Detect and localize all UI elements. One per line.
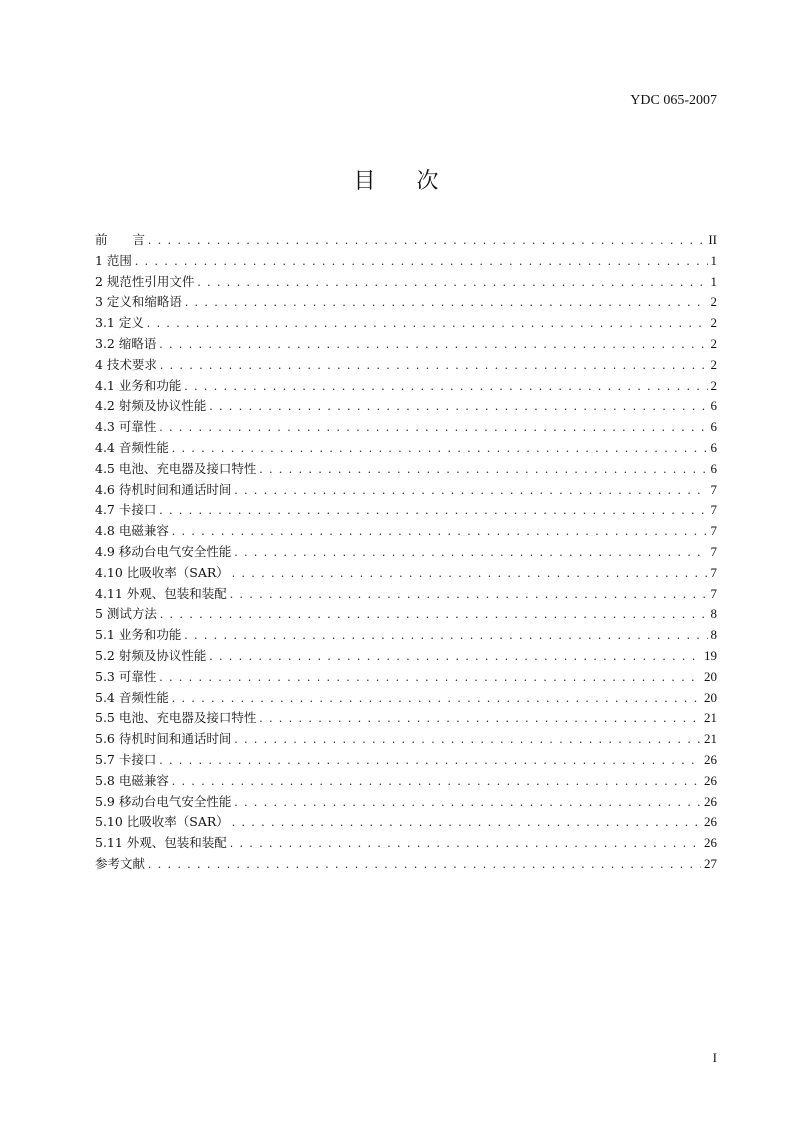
toc-entry[interactable] [95,646,717,667]
dot-leader [184,625,707,646]
toc-entry-page: 6 [710,460,717,476]
dot-leader [147,313,708,334]
dot-leader [209,396,707,417]
toc-entry[interactable] [95,500,717,521]
toc-entry[interactable] [95,750,717,771]
toc-entry-page: II [708,232,717,247]
toc-entry[interactable] [95,854,717,875]
toc-entry-label: 4.6 待机时间和通话时间 [95,481,232,497]
toc-entry-page: 26 [704,793,717,809]
toc-entry[interactable] [95,833,717,854]
toc-entry[interactable] [95,292,717,313]
dot-leader [148,230,705,251]
toc-entry[interactable] [95,771,717,792]
dot-leader [234,729,701,750]
toc-entry[interactable] [95,272,717,293]
toc-entry[interactable] [95,667,717,688]
toc-entry-label: 5.11 外观、包装和装配 [95,835,227,851]
dot-leader [159,417,707,438]
toc-entry-label: 5.6 待机时间和通话时间 [95,731,232,747]
toc-title [0,164,793,195]
dot-leader [259,708,701,729]
toc-entry-label: 5.2 射频及协议性能 [95,647,207,663]
toc-entry[interactable] [95,688,717,709]
toc-title-char-1: 目 [353,169,377,194]
toc-entry-page: 7 [710,502,717,518]
toc-entry-label: 参考文献 [95,855,146,871]
toc-entry-page: 20 [704,689,717,705]
toc-entry-label: 1 范围 [95,252,132,268]
dot-leader [259,459,707,480]
toc-entry-label: 5.7 卡接口 [95,751,157,767]
toc-entry-label: 4.1 业务和功能 [95,377,182,393]
toc-entry[interactable] [95,313,717,334]
toc-entry[interactable] [95,542,717,563]
dot-leader [159,750,701,771]
toc-entry-page: 1 [710,273,717,289]
dot-leader [234,792,701,813]
toc-entry-label: 3.1 定义 [95,315,144,331]
toc-entry-label: 3.2 缩略语 [95,335,157,351]
toc-entry-page: 1 [710,252,717,268]
toc-entry[interactable] [95,625,717,646]
toc-entry-label: 5.1 业务和功能 [95,627,182,643]
toc-entry-page: 2 [710,294,717,310]
dot-leader [232,812,701,833]
toc-entry[interactable] [95,708,717,729]
dot-leader [160,355,708,376]
toc-entry-label: 4.2 射频及协议性能 [95,398,207,414]
toc-entry-label: 5.5 电池、充电器及接口特性 [95,710,257,726]
toc-entry-label: 4.4 音频性能 [95,439,169,455]
dot-leader [234,542,707,563]
toc-entry[interactable] [95,355,717,376]
toc-entry[interactable] [95,334,717,355]
dot-leader [197,272,707,293]
toc-entry-label: 5.8 电磁兼容 [95,772,169,788]
dot-leader [232,563,708,584]
dot-leader [172,771,701,792]
toc-entry-label: 4.10 比吸收率（SAR） [95,564,229,580]
toc-entry-label: 3 定义和缩略语 [95,294,182,310]
toc-entry-label: 4 技术要求 [95,356,157,372]
toc-entry-label: 4.5 电池、充电器及接口特性 [95,460,257,476]
toc-entry[interactable] [95,563,717,584]
toc-entry-label: 4.11 外观、包装和装配 [95,585,227,601]
table-of-contents [95,230,717,875]
toc-entry[interactable] [95,812,717,833]
toc-title-char-2: 次 [416,169,440,194]
toc-entry[interactable] [95,521,717,542]
toc-entry-page: 20 [704,668,717,684]
toc-entry-label: 4.7 卡接口 [95,502,157,518]
toc-entry-page: 7 [710,585,717,601]
toc-entry[interactable] [95,729,717,750]
toc-entry-page: 26 [704,772,717,788]
dot-leader [160,604,708,625]
toc-entry-page: 7 [710,564,717,580]
toc-entry-page: 2 [710,377,717,393]
toc-entry-label: 5.10 比吸收率（SAR） [95,814,229,830]
toc-entry-page: 26 [704,751,717,767]
dot-leader [184,376,707,397]
toc-entry-page: 8 [710,606,717,622]
toc-entry-page: 6 [710,419,717,435]
dot-leader [148,854,701,875]
toc-entry-page: 6 [710,398,717,414]
toc-entry[interactable] [95,376,717,397]
toc-entry[interactable] [95,604,717,625]
toc-entry[interactable] [95,251,717,272]
toc-entry[interactable] [95,584,717,605]
toc-entry-page: 2 [710,356,717,372]
toc-entry-label: 5.9 移动台电气安全性能 [95,793,232,809]
dot-leader [172,438,708,459]
toc-entry-page: 21 [704,710,717,726]
toc-entry-page: 8 [710,627,717,643]
toc-entry-label: 4.3 可靠性 [95,419,157,435]
dot-leader [230,833,701,854]
toc-entry-page: 2 [710,335,717,351]
page-number: I [712,1050,717,1065]
dot-leader [209,646,701,667]
toc-entry[interactable] [95,459,717,480]
toc-entry-page: 6 [710,439,717,455]
toc-entry-page: 27 [704,855,717,871]
toc-entry-label: 前 言 [95,232,146,247]
toc-entry-label: 5 测试方法 [95,606,157,622]
dot-leader [159,500,707,521]
toc-entry[interactable] [95,396,717,417]
dot-leader [230,584,708,605]
toc-entry-page: 21 [704,731,717,747]
dot-leader [172,521,708,542]
toc-entry-page: 26 [704,814,717,830]
toc-entry-label: 5.4 音频性能 [95,689,169,705]
toc-entry-page: 7 [710,543,717,559]
toc-entry-label: 4.8 电磁兼容 [95,523,169,539]
toc-entry[interactable] [95,417,717,438]
toc-entry[interactable] [95,230,717,251]
toc-entry-page: 7 [710,523,717,539]
dot-leader [234,480,707,501]
toc-entry-label: 2 规范性引用文件 [95,273,195,289]
toc-entry[interactable] [95,438,717,459]
document-code: YDC 065-2007 [630,93,717,108]
toc-entry-label: 4.9 移动台电气安全性能 [95,543,232,559]
toc-entry-page: 7 [710,481,717,497]
dot-leader [159,334,707,355]
toc-entry-label: 5.3 可靠性 [95,668,157,684]
toc-entry[interactable] [95,480,717,501]
toc-entry-page: 2 [710,315,717,331]
dot-leader [172,688,701,709]
toc-entry-page: 19 [704,647,717,663]
dot-leader [159,667,701,688]
toc-entry-page: 26 [704,835,717,851]
dot-leader [135,251,708,272]
dot-leader [185,292,708,313]
toc-entry[interactable] [95,792,717,813]
